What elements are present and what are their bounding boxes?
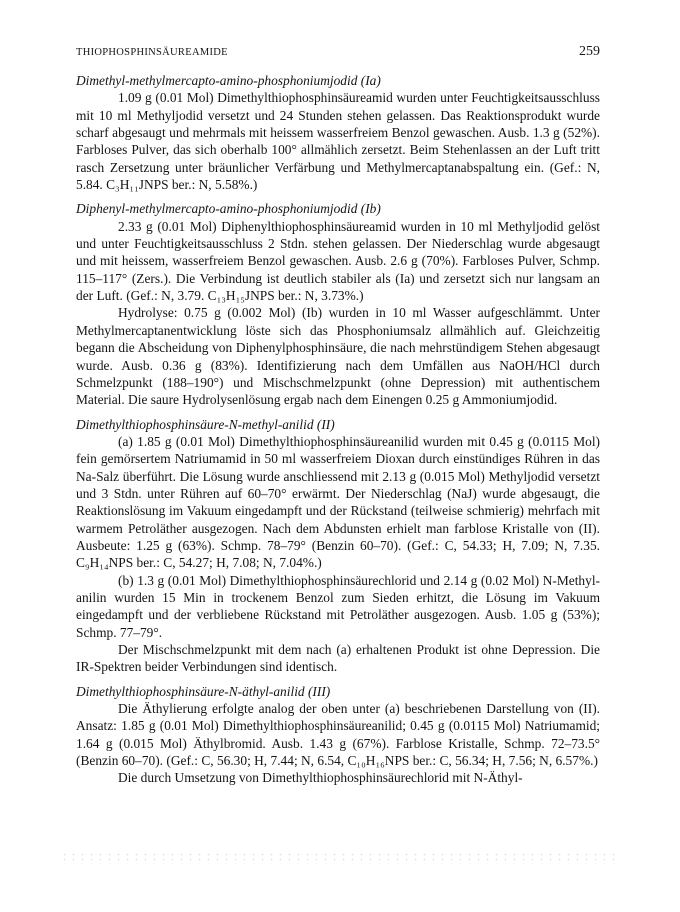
section-heading: Diphenyl-methylmercapto-amino-phosphoniumjodid (Ib) — [76, 201, 381, 217]
paragraph: 2.33 g (0.01 Mol) Diphenylthiophosphinsäureamid wurden in 10 ml Methyljodid gelöst und unter Feuchtigkeitsausschluss 2 Stdn. stehen gelassen. Der Niederschlag wurde abgesaugt und mit heissem, wasserfreiem Benzol gewaschen. Ausb. 2.6 g (70%). Farbloses Pulver, Schmp. 115–117° (Zers.). Die Verbindung ist deutlich stabiler als (Ia) und zersetzt sich nur langsam an der Luft. (Gef.: N, 3.79. C₁₃H₁₅JNPS ber.: N, 3.73%.) — [76, 218, 600, 304]
section-heading: Dimethyl-methylmercapto-amino-phosphoniumjodid (Ia) — [76, 73, 381, 88]
scan-noise — [60, 852, 620, 864]
paragraph: 1.09 g (0.01 Mol) Dimethylthiophosphinsäureamid wurden unter Feuchtigkeitsausschluss mit 10 ml Methyljodid versetzt und 24 Stunden stehen gelassen. Das Reaktionsprodukt wurde scharf abgesaugt und mehrmals mit heissem wasserfreiem Benzol gewaschen. Ausb. 1.3 g (52%). Farbloses Pulver, das sich oberhalb 100° allmählich zersetzt. Beim Stehenlassen an der Luft tritt rasch Zersetzung unter bräunlicher Verfärbung und Methylmercaptanabspaltung ein. (Gef.: N, 5.84. C₃H₁₁JNPS ber.: N, 5.58%.) — [76, 90, 600, 193]
page-number: 259 — [579, 44, 600, 59]
body-text — [76, 72, 600, 787]
section-heading: Dimethylthiophosphinsäure-N-äthyl-anilid (III) — [76, 683, 331, 699]
section-heading: Dimethylthiophosphinsäure-N-methyl-anilid (II) — [76, 416, 335, 432]
paragraph: Der Mischschmelzpunkt mit dem nach (a) erhaltenen Produkt ist ohne Depression. Die IR-Spektren beider Verbindungen sind identisch. — [76, 642, 600, 675]
paragraph: Hydrolyse: 0.75 g (0.002 Mol) (Ib) wurden in 10 ml Wasser aufgeschlämmt. Unter Methylmercaptanentwicklung löste sich das Phosphoniumsalz allmählich auf. Gleichzeitig begann die Abscheidung von Diphenylphosphinsäure, die nach mehrstündigem Stehen abgesaugt wurde. Ausb. 0.36 g (83%). Identifizierung nach dem Umfällen aus NaOH/HCl durch Schmelzpunkt (188–190°) und Mischschmelzpunkt (ohne Depression) mit authentischem Material. Die saure Hydrolysenlösung ergab nach dem Einengen 0.25 g Ammoniumjodid. — [76, 305, 600, 408]
paragraph: (a) 1.85 g (0.01 Mol) Dimethylthiophosphinsäureanilid wurden mit 0.45 g (0.0115 Mol) fein gemörsertem Natriumamid in 50 ml wasserfreiem Dioxan durch einstündiges Rühren in das Na-Salz überführt. Die Lösung wurde anschliessend mit 2.13 g (0.015 Mol) Methyljodid versetzt und 3 Stdn. unter Rühren auf 60–70° erwärmt. Der Niederschlag (NaJ) wurde abgesaugt, die Reaktionslösung im Vakuum eingedampft und der Rückstand (teilweise schmierig) mehrfach mit warmem Petroläther ausgezogen. Nach dem Abdunsten erhielt man farblose Kristalle von (II). Ausbeute: 1.25 g (63%). Schmp. 78–79° (Benzin 60–70). (Gef.: C, 54.33; H, 7.09; N, 7.35. C₉H₁₄NPS ber.: C, 54.27; H, 7.08; N, 7.04%.) — [76, 433, 600, 571]
paragraph: Die durch Umsetzung von Dimethylthiophosphinsäurechlorid mit N-Äthyl- — [118, 770, 523, 786]
running-title: THIOPHOSPHINSÄUREAMIDE — [76, 47, 228, 58]
paragraph: Die Äthylierung erfolgte analog der oben unter (a) beschriebenen Darstellung von (II). Ansatz: 1.85 g (0.01 Mol) Dimethylthiophosphinsäureanilid; 0.45 g (0.0115 Mol) Natriumamid; 1.64 g (0.015 Mol) Äthylbromid. Ausb. 1.43 g (67%). Farblose Kristalle, Schmp. 72–73.5° (Benzin 60–70). (Gef.: C, 56.30; H, 7.44; N, 6.54, C₁₀H₁₆NPS ber.: C, 56.34; H, 7.56; N, 6.57%.) — [76, 701, 600, 769]
running-head — [76, 44, 600, 60]
paragraph: (b) 1.3 g (0.01 Mol) Dimethylthiophosphinsäurechlorid und 2.14 g (0.02 Mol) N-Methyl-anilin wurden 15 Min in trockenem Benzol zum Sieden erhitzt, die Lösung im Vakuum eingedampft und der verbliebene Rückstand mit Petroläther ausgezogen. Ausb. 1.05 g (53%); Schmp. 77–79°. — [76, 572, 600, 640]
